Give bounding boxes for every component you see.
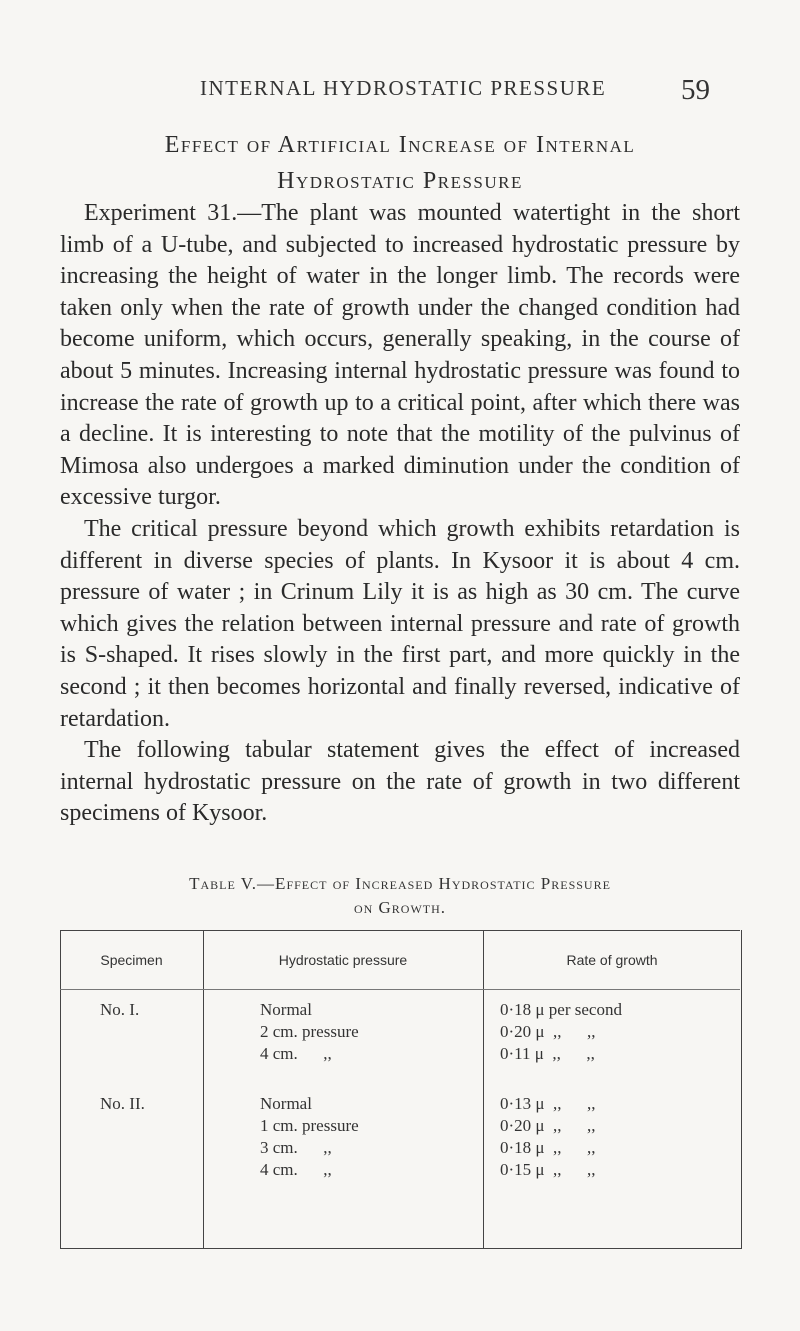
rate-cell: 0·20 μ ,, ,,: [500, 1116, 596, 1135]
rate-cell: 0·18 μ per second: [500, 1000, 622, 1019]
table-row: [260, 1159, 332, 1181]
paragraph-table-intro: The following tabular statement gives the effect of increased internal hydrostatic pressure on the rate of growth in two different specimens of Kysoor.: [60, 737, 740, 827]
section-title-line-1: Effect of Artificial Increase of Internal: [164, 132, 636, 158]
body-text: [60, 198, 740, 830]
pressure-cell: 1 cm. pressure: [260, 1116, 359, 1135]
header-pressure: Hydrostatic pressure: [278, 952, 408, 968]
pressure-cell: 3 cm. ,,: [260, 1138, 332, 1157]
table-caption-line-1: Table V.—Effect of Increased Hydrostatic Pressure: [189, 874, 611, 893]
specimen-1-label: No. I.: [100, 1000, 140, 1019]
table-caption-line-2: on Growth.: [353, 898, 447, 917]
page-number: 59: [681, 74, 710, 106]
running-head: INTERNAL HYDROSTATIC PRESSURE: [200, 76, 607, 100]
section-title-line-2: Hydrostatic Pressure: [277, 168, 523, 194]
growth-table: [60, 930, 742, 1250]
paragraph-critical-pressure: The critical pressure beyond which growth exhibits retardation is different in diverse species of plants. In Kysoor it is about 4 cm. pressure of water ; in Crinum Lily it is as high as 30 cm. The curve which gives the relation between internal pressure and rate of growth is S-shaped. It rises slowly in the first part, and more quickly in the second ; it then becomes horizontal and finally reversed, indicative of retardation.: [60, 515, 740, 732]
table-row: [260, 1021, 359, 1043]
table-row: [260, 999, 312, 1021]
table-right-rule: [741, 930, 742, 1249]
table-row: [260, 1115, 359, 1137]
paragraph-experiment: Experiment 31.—The plant was mounted watertight in the short limb of a U-tube, and subjected to increased hydrostatic pressure by increasing the height of water in the longer limb. The records were taken only when the rate of growth under the changed condition had become uniform, which occurs, generally speaking, in the course of about 5 minutes. Increasing internal hydrostatic pressure was found to increase the rate of growth up to a critical point, after which there was a decline. It is interesting to note that the motility of the pulvinus of Mimosa also undergoes a marked diminution under the condition of excessive turgor.: [60, 200, 740, 511]
header-specimen: Specimen: [100, 952, 163, 968]
table-left-rule: [60, 930, 61, 1249]
table-row: [260, 1137, 332, 1159]
table-col-divider-2: [483, 930, 484, 1249]
section-title: [60, 127, 740, 199]
pressure-cell: 2 cm. pressure: [260, 1022, 359, 1041]
table-header-rule: [60, 989, 740, 990]
rate-cell: 0·15 μ ,, ,,: [500, 1160, 596, 1179]
rate-cell: 0·13 μ ,, ,,: [500, 1094, 596, 1113]
header-rate: Rate of growth: [566, 952, 658, 968]
table-row: [260, 1093, 312, 1115]
rate-cell: 0·11 μ ,, ,,: [500, 1044, 595, 1063]
table-caption: [60, 872, 740, 920]
pressure-cell: 4 cm. ,,: [260, 1044, 332, 1063]
pressure-cell: 4 cm. ,,: [260, 1160, 332, 1179]
pressure-cell: Normal: [260, 1000, 312, 1019]
table-bottom-rule: [60, 1248, 742, 1249]
table-col-divider-1: [203, 930, 204, 1249]
rate-cell: 0·18 μ ,, ,,: [500, 1138, 596, 1157]
table-top-rule: [60, 930, 740, 931]
pressure-cell: Normal: [260, 1094, 312, 1113]
rate-cell: 0·20 μ ,, ,,: [500, 1022, 596, 1041]
specimen-2-label: No. II.: [100, 1094, 145, 1113]
table-row: [260, 1043, 332, 1065]
